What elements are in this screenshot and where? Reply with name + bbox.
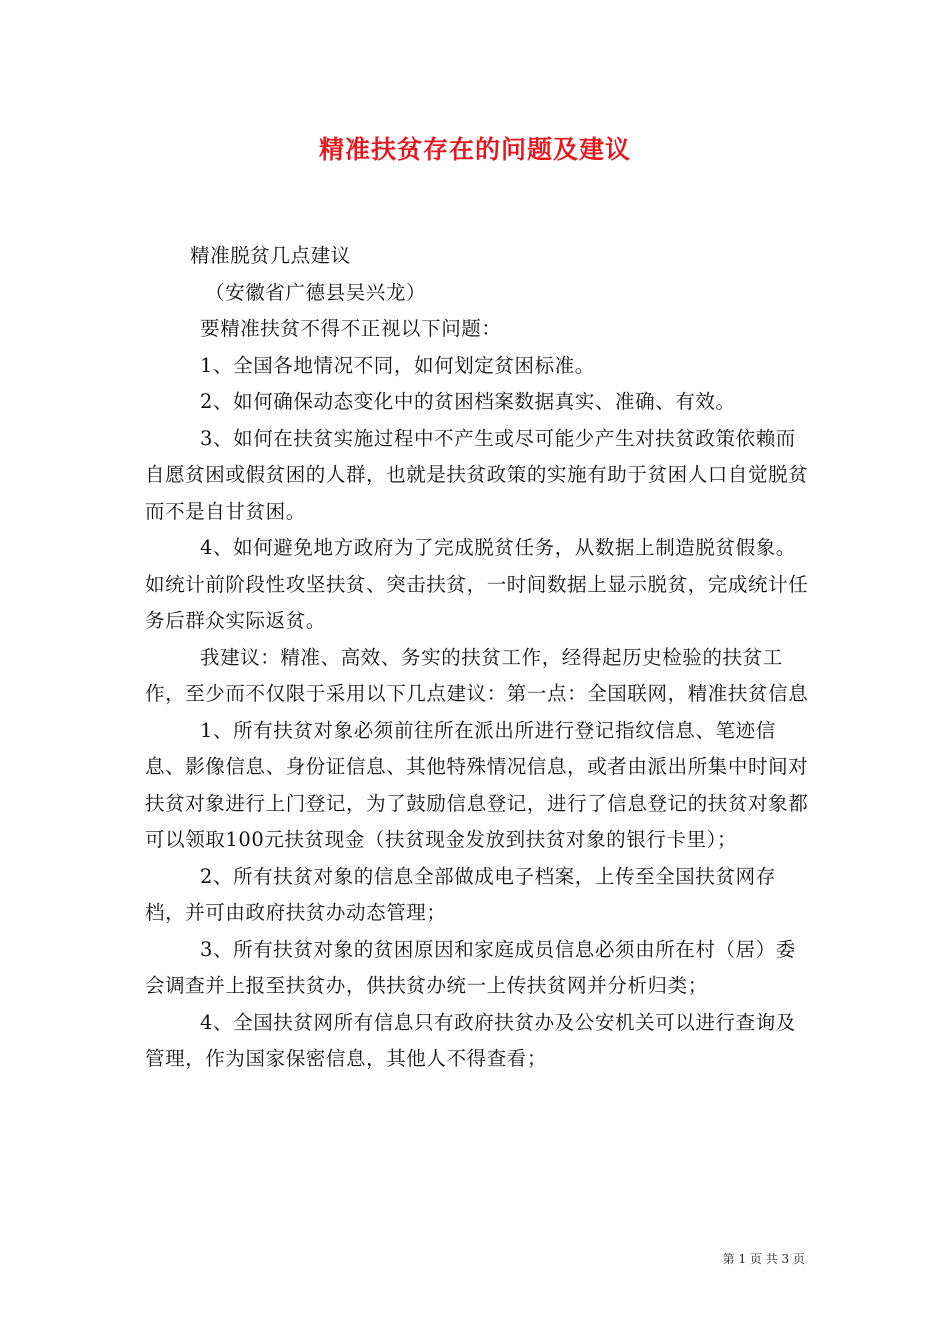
document-body: [145, 238, 810, 1078]
page-number: 第 1 页 共 3 页: [722, 1252, 805, 1266]
document-title: 精准扶贫存在的问题及建议: [318, 135, 631, 164]
paragraph-item-3: 3、所有扶贫对象的贫困原因和家庭成员信息必须由所在村（居）委会调查并上报至扶贫办，供扶贫办统一上传扶贫网并分析归类；: [145, 937, 796, 997]
paragraph-item-1: 1、所有扶贫对象必须前往所在派出所进行登记指纹信息、笔迹信息、影像信息、身份证信息、其他特殊情况信息，或者由派出所集中时间对扶贫对象进行上门登记，为了鼓励信息登记，进行了信息登记的扶贫对象都可以领取100元扶贫现金（扶贫现金发放到扶贫对象的银行卡里）；: [145, 718, 809, 851]
paragraph-intro: 要精准扶贫不得不正视以下问题：: [200, 317, 502, 340]
paragraph-subtitle: 精准脱贫几点建议: [190, 244, 351, 267]
paragraph-author: （安徽省广德县吴兴龙）: [205, 280, 427, 304]
paragraph-item-2: 2、所有扶贫对象的信息全部做成电子档案，上传至全国扶贫网存档，并可由政府扶贫办动态管理；: [145, 864, 776, 924]
paragraph-question-1: 1、全国各地情况不同，如何划定贫困标准。: [200, 353, 595, 377]
paragraph-item-4: 4、全国扶贫网所有信息只有政府扶贫办及公安机关可以进行查询及管理，作为国家保密信息，其他人不得查看；: [145, 1010, 796, 1070]
paragraph-question-2: 2、如何确保动态变化中的贫困档案数据真实、准确、有效。: [200, 390, 736, 413]
paragraph-question-4: 4、如何避免地方政府为了完成脱贫任务，从数据上制造脱贫假象。如统计前阶段性攻坚扶贫、突击扶贫，一时间数据上显示脱贫，完成统计任务后群众实际返贫。: [145, 536, 809, 632]
paragraph-question-3: 3、如何在扶贫实施过程中不产生或尽可能少产生对扶贫政策依赖而自愿贫困或假贫困的人群，也就是扶贫政策的实施有助于贫困人口自觉脱贫而不是自甘贫困。: [145, 426, 809, 523]
paragraph-suggestion: 我建议：精准、高效、务实的扶贫工作，经得起历史检验的扶贫工作，至少而不仅限于采用以下几点建议：第一点：全国联网，精准扶贫信息: [145, 645, 809, 705]
